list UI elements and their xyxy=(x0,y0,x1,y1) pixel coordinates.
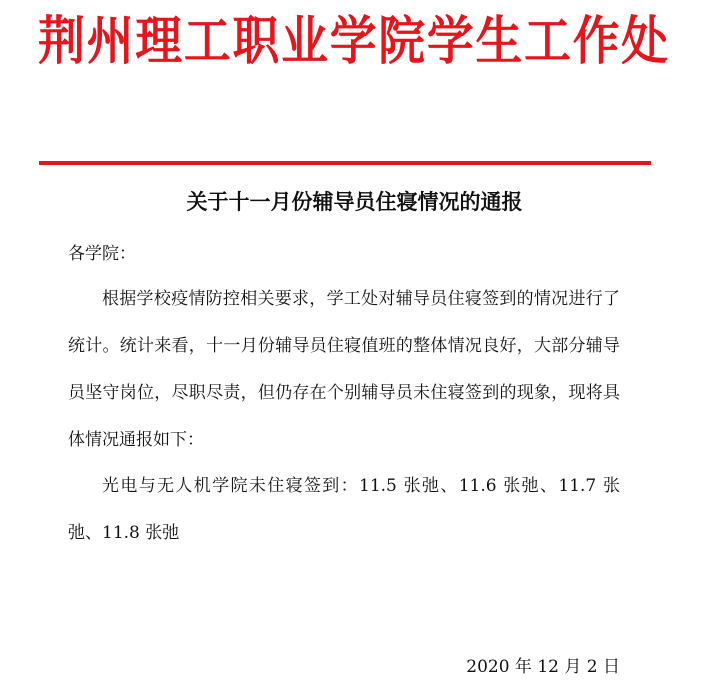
notice-salutation: 各学院： xyxy=(68,244,136,264)
notice-title: 关于十一月份辅导员住寝情况的通报 xyxy=(186,190,523,214)
letterhead xyxy=(0,2,709,82)
notice-date: 2020 年 12 月 2 日 xyxy=(466,657,620,677)
letterhead-org-name: 荆州理工职业学院学生工作处 xyxy=(38,12,671,72)
notice-paragraph-intro: 根据学校疫情防控相关要求，学工处对辅导员住寝签到的情况进行了统计。统计来看，十一月份辅导员住寝值班的整体情况良好，大部分辅导员坚守岗位，尽职尽责，但仍存在个别辅导员未住寝签到的现象，现将具体情况通报如下： xyxy=(68,289,620,450)
notice-paragraph-details: 光电与无人机学院未住寝签到：11.5 张弛、11.6 张弛、11.7 张弛、11.8 张弛 xyxy=(68,476,620,543)
letterhead-red-rule xyxy=(39,161,651,165)
